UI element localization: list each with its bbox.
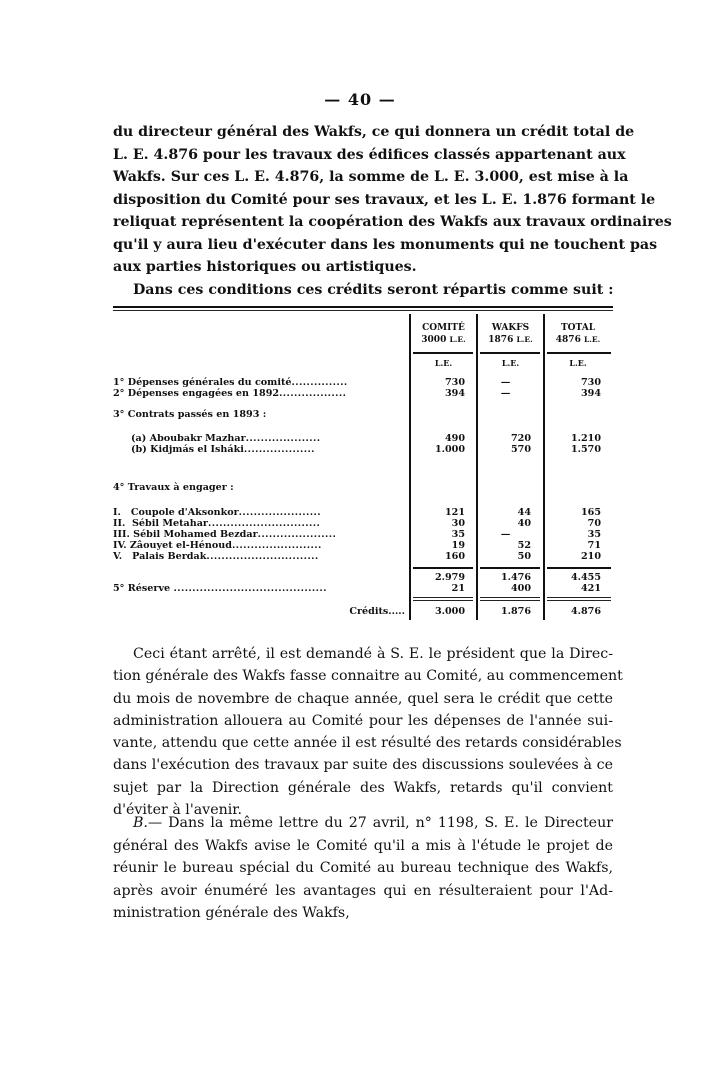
- text-line: ministration générale des Wakfs,: [113, 905, 350, 922]
- text-line: Ceci étant arrêté, il est demandé à S. E. le président que la Direc-: [133, 646, 613, 662]
- subtotal-comite: 2.979: [434, 572, 465, 583]
- cell-wakfs: 52: [517, 540, 531, 551]
- reserve-wakfs: 400: [510, 583, 531, 594]
- cell-total: 210: [580, 551, 601, 562]
- text-line: réunir le bureau spécial du Comité au bureau technique des Wakfs,: [113, 860, 613, 877]
- paragraph-intro: [113, 121, 672, 301]
- subtotal-wakfs: 1.476: [500, 572, 531, 583]
- table-row-label: II. Sébil Metahar..............................: [113, 518, 321, 529]
- text-line: Wakfs. Sur ces L. E. 4.876, la somme de L. E. 3.000, est mise à la: [113, 169, 629, 185]
- reserve-comite: 21: [451, 583, 465, 594]
- subtotal-rule: [480, 567, 540, 569]
- cell-total: 1.210: [570, 433, 601, 444]
- text-line: général des Wakfs avise le Comité qu'il a mis à l'étude le projet de: [113, 837, 613, 854]
- cell-wakfs: —: [500, 377, 511, 388]
- text-line: reliquat représentent la coopération des Wakfs aux travaux ordinaires: [113, 214, 672, 230]
- table-row-label: 2° Dépenses engagées en 1892..................: [113, 388, 347, 399]
- cell-wakfs: 720: [510, 433, 531, 444]
- text-line: administration allouera au Comité pour les dépenses de l'année sui-: [113, 712, 613, 729]
- cell-total: 165: [580, 507, 601, 518]
- table-top-rule-second: [113, 310, 613, 311]
- cell-comite: 35: [451, 529, 465, 540]
- cell-wakfs: 570: [510, 444, 531, 455]
- cell-wakfs: 50: [517, 551, 531, 562]
- unit-label: L.E.: [501, 358, 520, 368]
- table-top-rule: [113, 306, 613, 308]
- text-line: [113, 812, 613, 835]
- column-unit: L.E.: [516, 335, 533, 344]
- cell-comite: 1.000: [434, 444, 465, 455]
- header-underline: [413, 352, 473, 354]
- total-double-rule: [547, 597, 611, 598]
- table-row-label: IV. Zâouyet el-Hénoud........................: [113, 540, 322, 551]
- cell-comite: 394: [444, 388, 465, 399]
- text-line: sujet par la Direction générale des Wakfs, retards qu'il convient: [113, 779, 613, 796]
- text-line: vante, attendu que cette année il est résulté des retards considérables: [113, 735, 622, 752]
- table-row-label: (a) Aboubakr Mazhar....................: [131, 433, 321, 444]
- cell-total: 71: [587, 540, 601, 551]
- cell-total: 730: [580, 377, 601, 388]
- text-line: aux parties historiques ou artistiques.: [113, 259, 417, 275]
- text-line: disposition du Comité pour ses travaux, et les L. E. 1.876 formant le: [113, 191, 656, 208]
- column-header-total: [545, 322, 611, 346]
- column-name: WAKFS: [491, 323, 530, 333]
- cell-wakfs: 40: [517, 518, 531, 529]
- cell-wakfs: 44: [517, 507, 531, 518]
- cell-total: 70: [587, 518, 601, 529]
- page-number: — 40 —: [324, 90, 396, 109]
- column-header-comite: [411, 322, 476, 346]
- section-heading: 4° Travaux à engager :: [113, 482, 234, 493]
- table-row-label: I. Coupole d'Aksonkor......................: [113, 507, 321, 518]
- table-row-label: V. Palais Berdak..............................: [113, 551, 319, 562]
- cell-total: 1.570: [570, 444, 601, 455]
- subtotal-total: 4.455: [570, 572, 601, 583]
- unit-label: L.E.: [569, 358, 587, 368]
- cell-comite: 160: [444, 551, 465, 562]
- total-double-rule: [547, 600, 611, 601]
- cell-total: 35: [587, 529, 601, 540]
- column-amount: 4876: [555, 335, 581, 345]
- column-name: TOTAL: [560, 323, 596, 333]
- cell-comite: 19: [451, 540, 465, 551]
- header-underline: [480, 352, 540, 354]
- column-unit: L.E.: [449, 335, 466, 344]
- table-intro-line: Dans ces conditions ces crédits seront répartis comme suit :: [133, 281, 614, 298]
- header-underline: [547, 352, 611, 354]
- cell-comite: 30: [451, 518, 465, 529]
- column-amount: 3000: [421, 335, 447, 345]
- reserve-total: 421: [580, 583, 601, 594]
- cell-comite: 730: [444, 377, 465, 388]
- text-line: après avoir énuméré les avantages qui en résulteraient pour l'Ad-: [113, 882, 613, 899]
- section-heading: 3° Contrats passés en 1893 :: [113, 409, 267, 420]
- credits-comite: 3.000: [434, 606, 465, 617]
- table-row-label: (b) Kidjmás el Isháki...................: [131, 444, 315, 455]
- subtotal-rule: [547, 567, 611, 569]
- budget-table: [113, 306, 613, 636]
- text-line-body: — Dans la même lettre du 27 avril, n° 1198, S. E. le Directeur: [147, 815, 613, 831]
- unit-label: L.E.: [434, 358, 453, 368]
- cell-comite: 121: [444, 507, 465, 518]
- total-double-rule: [413, 597, 473, 598]
- text-line: du directeur général des Wakfs, ce qui donnera un crédit total de: [113, 124, 635, 140]
- paragraph-b: [113, 812, 613, 925]
- cell-total: 394: [580, 388, 601, 399]
- table-row-label: 1° Dépenses générales du comité...............: [113, 377, 348, 388]
- total-double-rule: [480, 600, 540, 601]
- text-line: tion générale des Wakfs fasse connaitre au Comité, au commencement: [113, 668, 623, 685]
- text-line: du mois de novembre de chaque année, quel sera le crédit que cette: [113, 690, 613, 707]
- cell-wakfs: —: [500, 388, 511, 399]
- column-amount: 1876: [488, 335, 514, 345]
- paragraph-request: [113, 643, 623, 821]
- column-name: COMITÉ: [422, 323, 465, 333]
- cell-wakfs: —: [500, 529, 511, 540]
- text-line: dans l'exécution des travaux par suite des discussions soulevées à ce: [113, 757, 613, 774]
- table-row-label: III. Sébil Mohamed Bezdar.....................: [113, 529, 337, 540]
- credits-label: Crédits.....: [349, 606, 405, 617]
- cell-comite: 490: [444, 433, 465, 444]
- text-line: qu'il y aura lieu d'exécuter dans les monuments qui ne touchent pas: [113, 236, 658, 253]
- column-unit: L.E.: [583, 335, 601, 344]
- total-double-rule: [480, 597, 540, 598]
- total-double-rule: [413, 600, 473, 601]
- column-header-wakfs: [478, 322, 543, 346]
- credits-wakfs: 1.876: [500, 606, 531, 617]
- text-line: d'éviter à l'avenir.: [113, 802, 243, 819]
- text-line: L. E. 4.876 pour les travaux des édifices classés appartenant aux: [113, 146, 626, 163]
- subtotal-rule: [413, 567, 473, 569]
- reserve-label: 5° Réserve .........................................: [113, 583, 327, 594]
- credits-total: 4.876: [570, 606, 601, 617]
- section-marker: B.: [133, 815, 148, 831]
